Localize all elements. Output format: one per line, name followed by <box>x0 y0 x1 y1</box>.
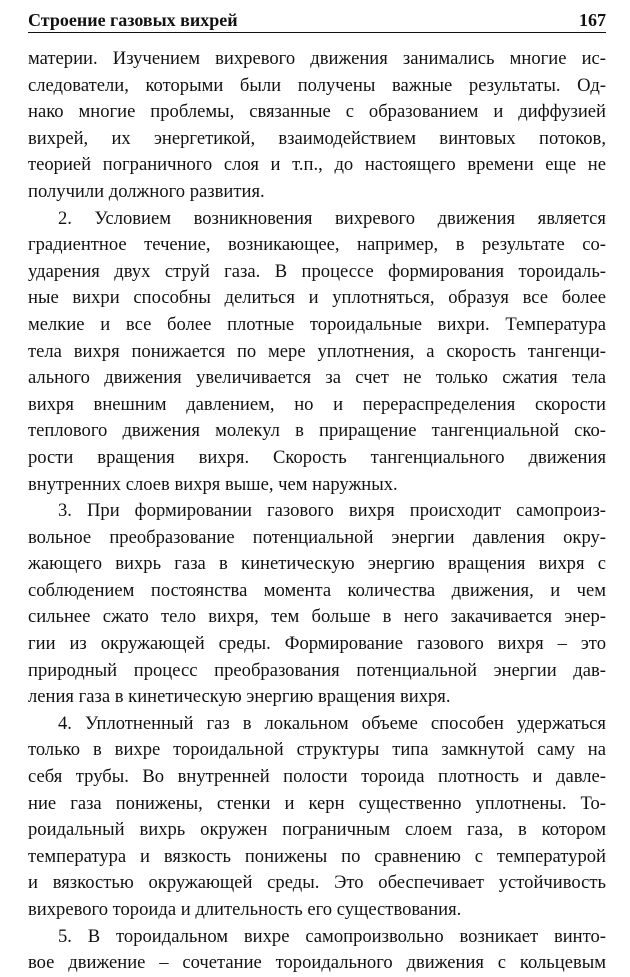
text-line: вое движение – сочетание тороидального движения с кольцевым <box>28 952 606 974</box>
text-line: вихрей, их энергетикой, взаимодействием винтовых потоков, <box>28 127 606 149</box>
text-line: мелкие и все более плотные тороидальные вихри. Температура <box>28 313 606 335</box>
text-line: внутренних слоев вихря выше, чем наружных. <box>28 473 398 495</box>
body-text <box>28 46 606 977</box>
text-line: себя трубы. Во внутренней полости тороида плотность и давле- <box>28 766 606 788</box>
text-line: соблюдением постоянства момента количества движения, и чем <box>28 579 606 601</box>
text-line: теорией пограничного слоя и т.п., до настоящего времени еще не <box>28 154 606 176</box>
text-line: вольное преобразование потенциальной энергии давления окру- <box>28 526 606 548</box>
text-line: 5. В тороидальном вихре самопроизвольно возникает винто- <box>58 925 606 947</box>
text-line: ные вихри способны делиться и уплотняться, образуя все более <box>28 287 606 309</box>
text-line: материи. Изучением вихревого движения занимались многие ис- <box>28 48 606 69</box>
running-title: Строение газовых вихрей <box>28 10 238 30</box>
page-number: 167 <box>579 10 606 30</box>
text-line: гии из окружающей среды. Формирование газового вихря – это <box>28 633 606 655</box>
paragraph <box>28 498 606 711</box>
text-line: рости вращения вихря. Скорость тангенциального движения <box>28 446 606 468</box>
text-line: роидальный вихрь окружен пограничным слоем газа, в котором <box>28 819 606 841</box>
text-line: 4. Уплотненный газ в локальном объеме способен удержаться <box>58 712 606 734</box>
text-line: температура и вязкость понижены по сравнению с температурой <box>28 845 606 867</box>
paragraph <box>28 46 606 206</box>
text-line: нако многие проблемы, связанные с образованием и диффузией <box>28 101 606 123</box>
text-line: природный процесс преобразования потенциальной энергии дав- <box>28 659 606 681</box>
paragraph <box>28 924 606 977</box>
text-line: 2. Условием возникновения вихревого движения является <box>58 207 606 229</box>
text-line: 3. При формировании газового вихря происходит самопроиз- <box>58 500 606 522</box>
text-line: следователи, которыми были получены важные результаты. Од- <box>28 74 606 96</box>
text-line: градиентное течение, возникающее, например, в результате со- <box>28 234 606 256</box>
text-line: вихря внешним давлением, но и перераспределения скорости <box>28 393 606 415</box>
text-line: ударения двух струй газа. В процессе формирования тороидаль- <box>28 260 606 282</box>
paragraph <box>28 711 606 924</box>
text-line: жающего вихрь газа в кинетическую энергию вращения вихря с <box>28 553 606 575</box>
paragraph <box>28 206 606 499</box>
text-line: ального движения увеличивается за счет не только сжатия тела <box>28 367 606 389</box>
text-line: теплового движения молекул в приращение тангенциальной ско- <box>28 420 606 442</box>
text-line: вихревого тороида и длительность его существования. <box>28 899 462 920</box>
text-line: ления газа в кинетическую энергию вращения вихря. <box>28 686 451 708</box>
text-line: тела вихря понижается по мере уплотнения, а скорость тангенци- <box>28 340 606 362</box>
text-line: и вязкостью окружающей среды. Это обеспечивает устойчивость <box>28 872 606 894</box>
text-line: получили должного развития. <box>28 180 265 202</box>
text-line: сильнее сжато тело вихря, тем больше в него закачивается энер- <box>28 606 606 628</box>
running-header <box>28 8 606 33</box>
text-line: только в вихре тороидальной структуры типа замкнутой саму на <box>28 739 606 761</box>
text-line: ние газа понижены, стенки и керн существенно уплотнены. То- <box>28 792 606 814</box>
